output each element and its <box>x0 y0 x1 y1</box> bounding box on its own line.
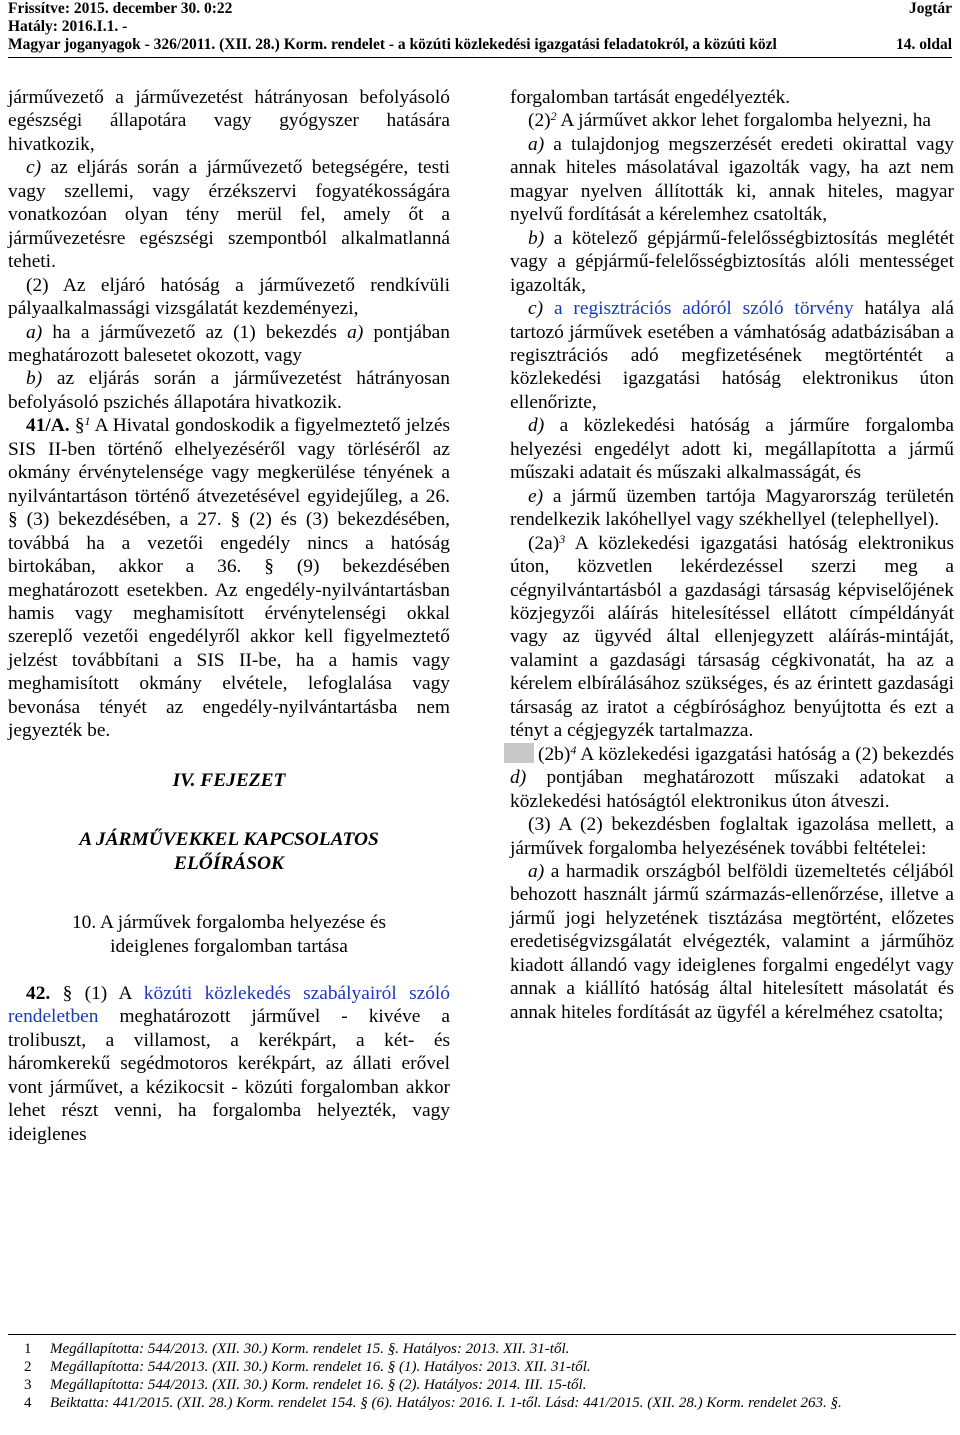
paragraph: a) ha a járművezető az (1) bekezdés a) pontjában meghatározott balesetet okozott, vagy <box>8 321 450 366</box>
section-42: 42. § (1) A közúti közlekedés szabályairól szóló rendeletben meghatározott járművel - kivéve a trolibuszt, a villamost, a kerékpárt, a két- és háromkerekű segédmotoros kerékpárt, az állati erővel vont járművet, a kézikocsit - közúti forgalomban akkor lehet részt venni, ha forgalomba helyezték, vagy ideiglenes <box>8 982 451 1145</box>
chapter-heading: IV. FEJEZET <box>172 769 286 791</box>
updated-date: Frissítve: 2015. december 30. 0:22 <box>8 0 233 17</box>
paragraph: $(2a)^3$ A közlekedési igazgatási hatóság elektronikus úton, közvetlen lekérdezéssel szerzi meg a cégnyilvántartásból a gazdasági társaság képviselőjének közjegyzői aláírás hitelesítéssel ellátott címpéldányát vagy az ügyvéd által ellenjegyzett aláírás-mintáját, valamint a gazdasági társaság cégkivonatát, ha az a kérelem elbírálásához szükséges, és az érintett gazdasági társaság az iratot a cégbírósághoz benyújtotta és ezt a tényt a cégjegyzék tartalmazza. <box>510 531 954 742</box>
paragraph: a) a tulajdonjog megszerzését eredeti okirattal vagy annak hiteles másolatával igazolták vagy, ha azt nem magyar nyelven állították ki, annak hiteles, magyar nyelvű fordítását a kérelemhez csatolták, <box>510 133 954 226</box>
paragraph: b) a kötelező gépjármű-felelősségbiztosítás meglétét vagy a gépjármű-felelősségbiztosítás alóli mentességet igazolták, <box>510 227 954 296</box>
effective-date: Hatály: 2016.I.1. - <box>8 18 128 35</box>
footnote: 1 Megállapította: 544/2013. (XII. 30.) Korm. rendelet 15. §. Hatályos: 2013. XII. 31-től. <box>24 1341 570 1357</box>
paragraph: c) az eljárás során a járművezető betegségére, testi vagy szellemi, vagy érzékszervi fogyatékosságára vonatkozóan olyan tény merül fel, amely őt a járművezetésre egészségi szempontból alkalmatlanná teheti. <box>8 157 450 273</box>
paragraph: $(2)^2$ A járművet akkor lehet forgalomba helyezni, ha <box>528 109 932 132</box>
footnote-ref[interactable]: 3 <box>559 531 566 546</box>
paragraph: (3) A (2) bekezdésben foglaltak igazolása mellett, a járművek forgalomba helyezésének további feltételei: <box>510 814 954 859</box>
paragraph: forgalomban tartását engedélyezték. <box>510 87 791 108</box>
header-line-1 <box>8 0 952 18</box>
footnote-ref[interactable]: 1 <box>84 414 91 429</box>
footnotes <box>24 1340 950 1412</box>
paragraph: e) a jármű üzemben tartója Magyarország területén rendelkezik lakóhellyel vagy székhellyel (telephellyel). <box>510 485 954 531</box>
paragraph: d) a közlekedési hatóság a járműre forgalomba helyezési engedélyt adott ki, megállapította a jármű műszaki adatait és műszaki alkalmasságát, és <box>510 415 954 484</box>
paragraph: a) a harmadik országból belföldi üzemeltetés céljából behozott használt jármű származás-ellenőrzése, illetve a jármű jogi helyzetének tisztázása megtörtént, előzetes eredetiségvizsgálatát elvégezték, valamint a járműhöz kiadott állandó vagy ideiglenes forgalmi engedélyt vagy annak a kiállító hatóság által hitelesített másolatát és annak hiteles fordítását az ügyfél a kérelméhez csatolta; <box>510 860 954 1023</box>
marker-box-icon <box>504 743 534 763</box>
footnote-ref[interactable]: 4 <box>570 742 577 757</box>
section-41a: 41/A. §$^1$ A Hivatal gondoskodik a figyelmeztető jelzés SIS II-ben történő elhelyezéséről vagy törléséről az okmány érvénytelensége vagy megkerülése tényének a nyilvántartáson történő átvezetésével egyidejűleg, a 26. § (3) bekezdésében, a 27. § (2) és (3) bekezdésében, továbbá ha a vezetői engedély nincs a hatóság birtokában, akkor a 36. § (9) bekezdésében meghatározott esetekben. Az engedély-nyilvántartásban hamis vagy meghamisított érvénytelenségi okkal szereplő vezetői engedélyről akkor kell figyelmeztető jelzést továbbítani a SIS II-be, ha a hamis vagy meghamisított okmány elvétele, lefoglalása vagy bevonása tényét az engedély-nyilvántartásba nem jegyezték be. <box>8 414 450 742</box>
document-title: Magyar joganyagok - 326/2011. (XII. 28.) Korm. rendelet - a közúti közlekedési igazgatási feladatokról, a közúti közl <box>8 36 777 53</box>
jogtar-brand: Jogtár <box>908 0 952 17</box>
footnote: 3 Megállapította: 544/2013. (XII. 30.) Korm. rendelet 16. § (2). Hatályos: 2014. III. 15-től. <box>24 1377 587 1393</box>
header-divider <box>8 57 952 58</box>
subsection-title: 10. A járművek forgalomba helyezése és ideiglenes forgalomban tartása <box>71 912 387 957</box>
footnote: 2 Megállapította: 544/2013. (XII. 30.) Korm. rendelet 16. § (1). Hatályos: 2013. XII. 31-től. <box>24 1359 591 1375</box>
paragraph: b) az eljárás során a járművezetést hátrányosan befolyásoló pszichés állapotára hivatkozik. <box>8 368 450 413</box>
footnote: 4 Beiktatta: 441/2015. (XII. 28.) Korm. rendelet 154. § (6). Hatályos: 2016. I. 1-től. Lásd: 441/2015. (XII. 28.) Korm. rendelet 263. §. <box>24 1395 842 1411</box>
page-header <box>8 0 952 54</box>
footnote-ref[interactable]: 2 <box>550 109 557 124</box>
kresz-link[interactable]: közúti közlekedés szabályairól szóló rendeletben <box>8 982 451 1028</box>
paragraph: c) a regisztrációs adóról szóló törvény hatálya alá tartozó járművek esetében a vámhatóság adatbázisában a regisztrációs adó megfizetésének megtörténtét a közlekedési igazgatási hatóság elektronikus úton ellenőrizte, <box>510 298 954 413</box>
regisztracios-ado-link[interactable]: a regisztrációs adóról szóló törvény <box>553 298 854 320</box>
paragraph: $(2b)^4$ A közlekedési igazgatási hatóság a (2) bekezdés d) pontjában meghatározott műszaki adatokat a közlekedési hatóságtól elektronikus úton átveszi. <box>510 743 954 813</box>
footnote-divider <box>8 1334 956 1335</box>
chapter-title: A JÁRMŰVEKKEL KAPCSOLATOS ELŐÍRÁSOK <box>79 829 379 874</box>
left-column <box>8 86 450 1146</box>
page-number: 14. oldal <box>896 36 952 53</box>
paragraph: járművezető a járművezetést hátrányosan befolyásoló egészségi állapotára vagy gyógyszer hatására hivatkozik, <box>8 87 450 155</box>
paragraph: (2) Az eljáró hatóság a járművezető rendkívüli pályaalkalmassági vizsgálatát kezdeményezi, <box>8 274 450 320</box>
right-column <box>510 86 954 1024</box>
